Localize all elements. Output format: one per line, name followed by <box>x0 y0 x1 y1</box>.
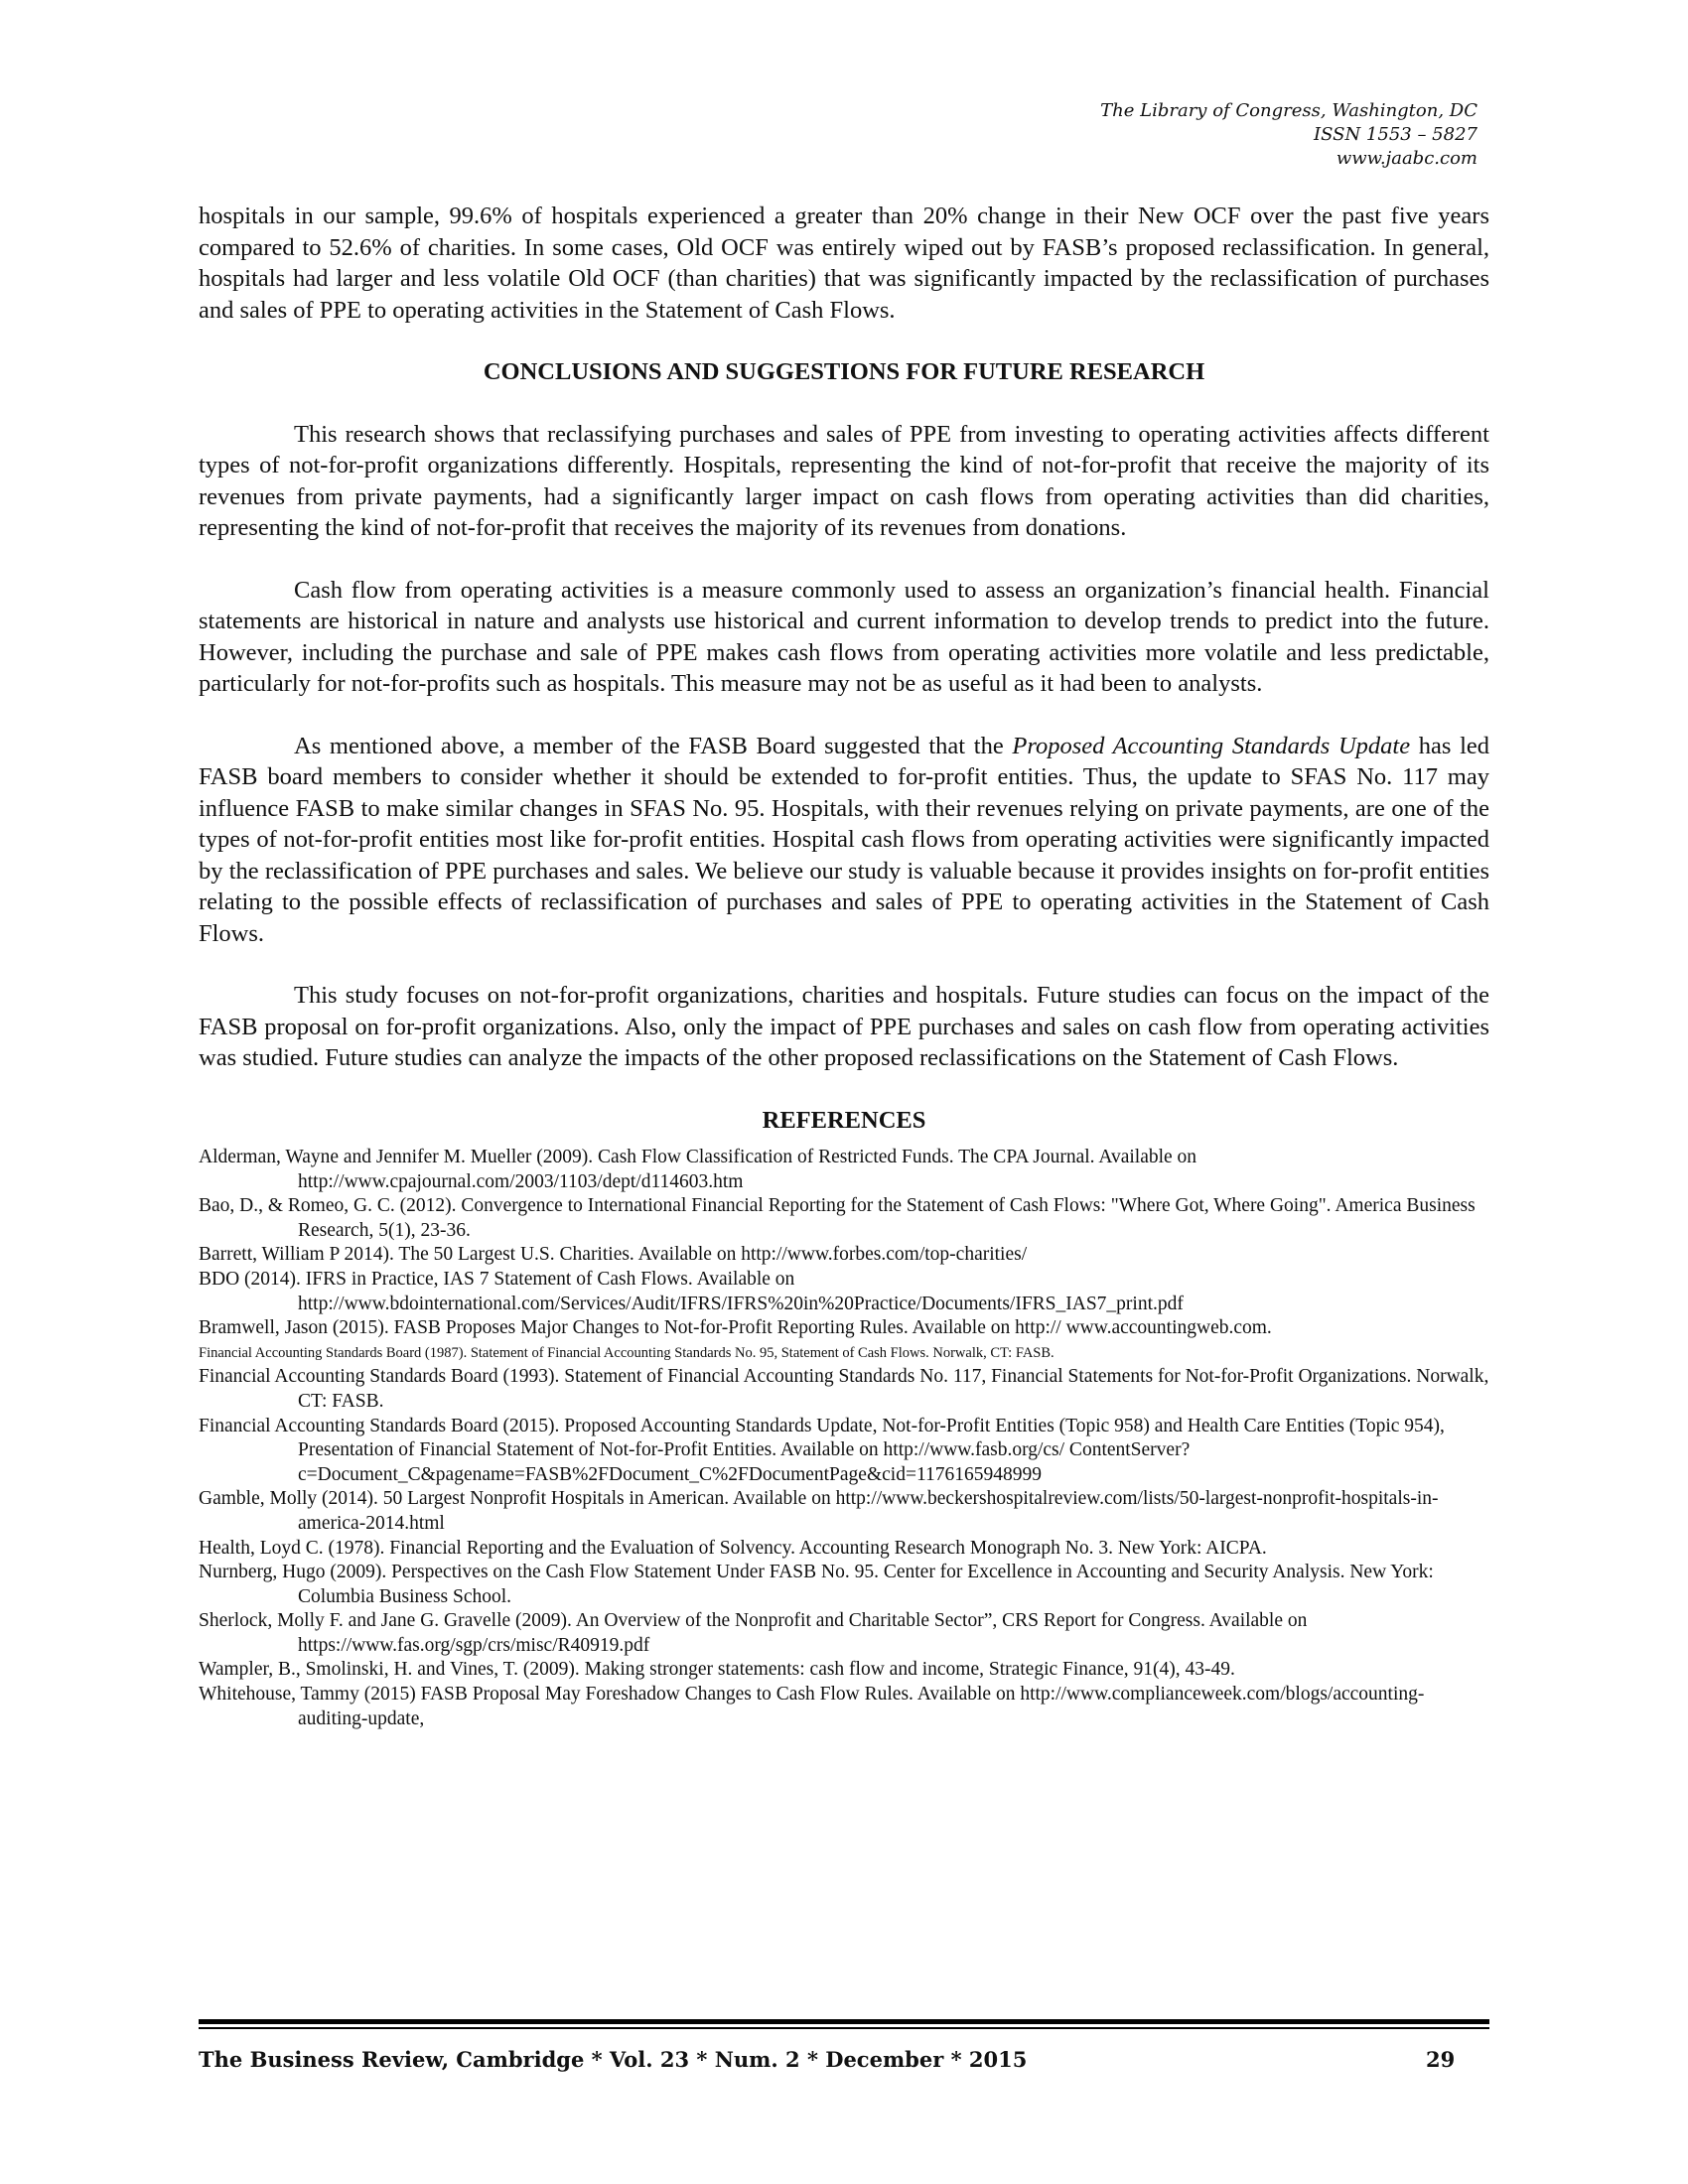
conclusions-paragraph-3 <box>199 731 1489 950</box>
reference-item: Wampler, B., Smolinski, H. and Vines, T. (2009). Making stronger statements: cash flow and income, Strategic Finance, 91(4), 43-49. <box>199 1659 1235 1681</box>
para3-italic-title: Proposed Accounting Standards Update <box>1012 732 1411 759</box>
article-body <box>199 201 1489 1731</box>
reference-item: BDO (2014). IFRS in Practice, IAS 7 Statement of Cash Flows. Available on http://www.bdointernational.com/Services/Audit/IFRS/IFRS%20in%20Practice/Documents/IFRS_IAS7_print.pdf <box>199 1268 1184 1314</box>
reference-item: Bao, D., & Romeo, G. C. (2012). Convergence to International Financial Reporting for the Statement of Cash Flows: "Where Got, Where Going". America Business Research, 5(1), 23-36. <box>199 1195 1476 1241</box>
reference-item: Nurnberg, Hugo (2009). Perspectives on the Cash Flow Statement Under FASB No. 95. Center for Excellence in Accounting and Security Analysis. New York: Columbia Business School. <box>199 1562 1434 1607</box>
para3-text-a: As mentioned above, a member of the FASB Board suggested that the <box>294 732 1013 759</box>
reference-item: Barrett, William P 2014). The 50 Largest U.S. Charities. Available on http://www.forbes.com/top-charities/ <box>199 1244 1028 1266</box>
footer-rule-thin <box>199 2027 1489 2029</box>
references-heading: REFERENCES <box>762 1106 926 1134</box>
reference-item: Health, Loyd C. (1978). Financial Reporting and the Evaluation of Solvency. Accounting Research Monograph No. 3. New York: AICPA. <box>199 1537 1267 1559</box>
reference-item: Gamble, Molly (2014). 50 Largest Nonprofit Hospitals in American. Available on http://www.beckershospitalreview.com/lists/50-largest-nonprofit-hospitals-in-america-2014.html <box>199 1488 1439 1534</box>
conclusions-paragraph-1: This research shows that reclassifying purchases and sales of PPE from investing to operating activities affects different types of not-for-profit organizations differently. Hospitals, representing the kind of not-for-profit that receive the majority of its revenues from private payments, had a significantly larger impact on cash flows from operating activities than did charities, representing the kind of not-for-profit that receives the majority of its revenues from donations. <box>199 420 1489 541</box>
header-website: www.jaabc.com <box>1336 148 1477 169</box>
references-list <box>199 1146 1489 1731</box>
header-publisher: The Library of Congress, Washington, DC <box>1100 100 1477 121</box>
page-number: 29 <box>1426 2047 1456 2072</box>
para3-text-b: has led FASB board members to consider whether it should be extended to for-profit entities. Thus, the update to SFAS No. 117 may influence FASB to make similar changes in SFAS No. 95. Hospitals, with their revenues relying on private payments, are one of the types of not-for-profit entities most like for-profit entities. Hospital cash flows from operating activities were significantly impacted by the reclassification of PPE purchases and sales. We believe our study is valuable because it provides insights on for-profit entities relating to the possible effects of reclassification of purchases and sales of PPE to operating activities in the Statement of Cash Flows. <box>199 732 1489 947</box>
reference-item: Whitehouse, Tammy (2015) FASB Proposal May Foreshadow Changes to Cash Flow Rules. Available on http://www.complianceweek.com/blogs/accounting-auditing-update, <box>199 1684 1425 1729</box>
footer-journal-info: The Business Review, Cambridge * Vol. 23 * Num. 2 * December * 2015 <box>199 2047 1028 2072</box>
conclusions-paragraph-2: Cash flow from operating activities is a measure commonly used to assess an organization’s financial health. Financial statements are historical in nature and analysts use historical and current information to develop trends to predict into the future. However, including the purchase and sale of PPE makes cash flows from operating activities more volatile and less predictable, particularly for not-for-profits such as hospitals. This measure may not be as useful as it had been to analysts. <box>199 576 1489 697</box>
reference-item: Financial Accounting Standards Board (1993). Statement of Financial Accounting Standards No. 117, Financial Statements for Not-for-Profit Organizations. Norwalk, CT: FASB. <box>199 1366 1489 1412</box>
intro-paragraph: hospitals in our sample, 99.6% of hospitals experienced a greater than 20% change in their New OCF over the past five years compared to 52.6% of charities. In some cases, Old OCF was entirely wiped out by FASB’s proposed reclassification. In general, hospitals had larger and less volatile Old OCF (than charities) that was significantly impacted by the reclassification of purchases and sales of PPE to operating activities in the Statement of Cash Flows. <box>199 203 1489 324</box>
running-header <box>1100 99 1477 171</box>
footer-rule-thick <box>199 2019 1489 2024</box>
conclusions-heading: CONCLUSIONS AND SUGGESTIONS FOR FUTURE RESEARCH <box>483 358 1205 385</box>
reference-item: Alderman, Wayne and Jennifer M. Mueller (2009). Cash Flow Classification of Restricted Funds. The CPA Journal. Available on http://www.cpajournal.com/2003/1103/dept/d114603.htm <box>199 1147 1197 1192</box>
reference-item: Sherlock, Molly F. and Jane G. Gravelle (2009). An Overview of the Nonprofit and Charitable Sector”, CRS Report for Congress. Available on https://www.fas.org/sgp/crs/misc/R40919.pdf <box>199 1610 1308 1656</box>
header-issn: ISSN 1553 – 5827 <box>1314 124 1477 145</box>
reference-item: Bramwell, Jason (2015). FASB Proposes Major Changes to Not-for-Profit Reporting Rules. Available on http:// www.accountingweb.com. <box>199 1317 1272 1339</box>
reference-item: Financial Accounting Standards Board (1987). Statement of Financial Accounting Standards No. 95, Statement of Cash Flows. Norwalk, CT: FASB. <box>199 1344 1055 1361</box>
conclusions-paragraph-4: This study focuses on not-for-profit organizations, charities and hospitals. Future studies can focus on the impact of the FASB proposal on for-profit organizations. Also, only the impact of PPE purchases and sales on cash flow from operating activities was studied. Future studies can analyze the impacts of the other proposed reclassifications on the Statement of Cash Flows. <box>199 982 1489 1071</box>
reference-item: Financial Accounting Standards Board (2015). Proposed Accounting Standards Update, Not-for-Profit Entities (Topic 958) and Health Care Entities (Topic 954), Presentation of Financial Statement of Not-for-Profit Entities. Available on http://www.fasb.org/cs/ ContentServer?c=Document_C&pagename=FASB%2FDocument_C%2FDocumentPage&cid=1176165948999 <box>199 1415 1445 1485</box>
